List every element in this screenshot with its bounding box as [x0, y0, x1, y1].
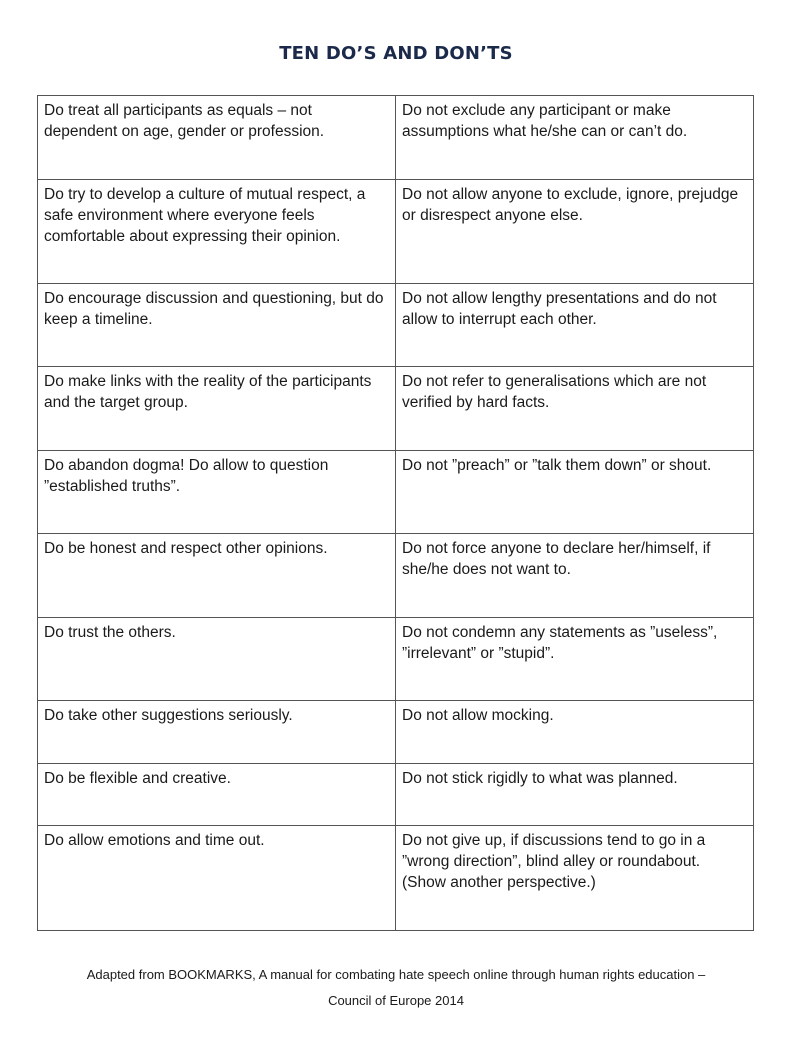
dont-cell: Do not refer to generalisations which are not verified by hard facts. — [396, 367, 754, 451]
table-row — [38, 618, 754, 701]
do-cell: Do trust the others. — [38, 618, 396, 701]
dont-cell: Do not give up, if discussions tend to go in a ”wrong direction”, blind alley or roundabout. (Show another perspective.) — [396, 826, 754, 931]
table-row — [38, 451, 754, 534]
do-cell: Do encourage discussion and questioning, but do keep a timeline. — [38, 284, 396, 367]
table-row — [38, 534, 754, 618]
do-cell: Do abandon dogma! Do allow to question ”established truths”. — [38, 451, 396, 534]
page-title: TEN DO’S AND DON’TS — [279, 43, 513, 64]
do-cell: Do be flexible and creative. — [38, 764, 396, 826]
table-row — [38, 826, 754, 931]
dont-cell: Do not condemn any statements as ”useless”, ”irrelevant” or ”stupid”. — [396, 618, 754, 701]
dont-cell: Do not force anyone to declare her/himself, if she/he does not want to. — [396, 534, 754, 618]
table-row — [38, 367, 754, 451]
table-row — [38, 764, 754, 826]
dont-cell: Do not stick rigidly to what was planned. — [396, 764, 754, 826]
dont-cell: Do not allow lengthy presentations and do not allow to interrupt each other. — [396, 284, 754, 367]
do-cell: Do be honest and respect other opinions. — [38, 534, 396, 618]
dont-cell: Do not allow anyone to exclude, ignore, prejudge or disrespect anyone else. — [396, 180, 754, 284]
source-credit — [0, 962, 792, 1014]
source-credit-line-2: Council of Europe 2014 — [328, 993, 464, 1008]
do-cell: Do treat all participants as equals – not dependent on age, gender or profession. — [38, 96, 396, 180]
table-row — [38, 96, 754, 180]
dos-and-donts-table — [37, 95, 754, 931]
do-cell: Do make links with the reality of the participants and the target group. — [38, 367, 396, 451]
dont-cell: Do not ”preach” or ”talk them down” or shout. — [396, 451, 754, 534]
table-row — [38, 701, 754, 764]
do-cell: Do allow emotions and time out. — [38, 826, 396, 931]
dont-cell: Do not exclude any participant or make assumptions what he/she can or can’t do. — [396, 96, 754, 180]
table-row — [38, 284, 754, 367]
dont-cell: Do not allow mocking. — [396, 701, 754, 764]
do-cell: Do take other suggestions seriously. — [38, 701, 396, 764]
do-cell: Do try to develop a culture of mutual respect, a safe environment where everyone feels comfortable about expressing their opinion. — [38, 180, 396, 284]
source-credit-line-1: Adapted from BOOKMARKS, A manual for combating hate speech online through human rights education – — [86, 967, 706, 982]
table-row — [38, 180, 754, 284]
